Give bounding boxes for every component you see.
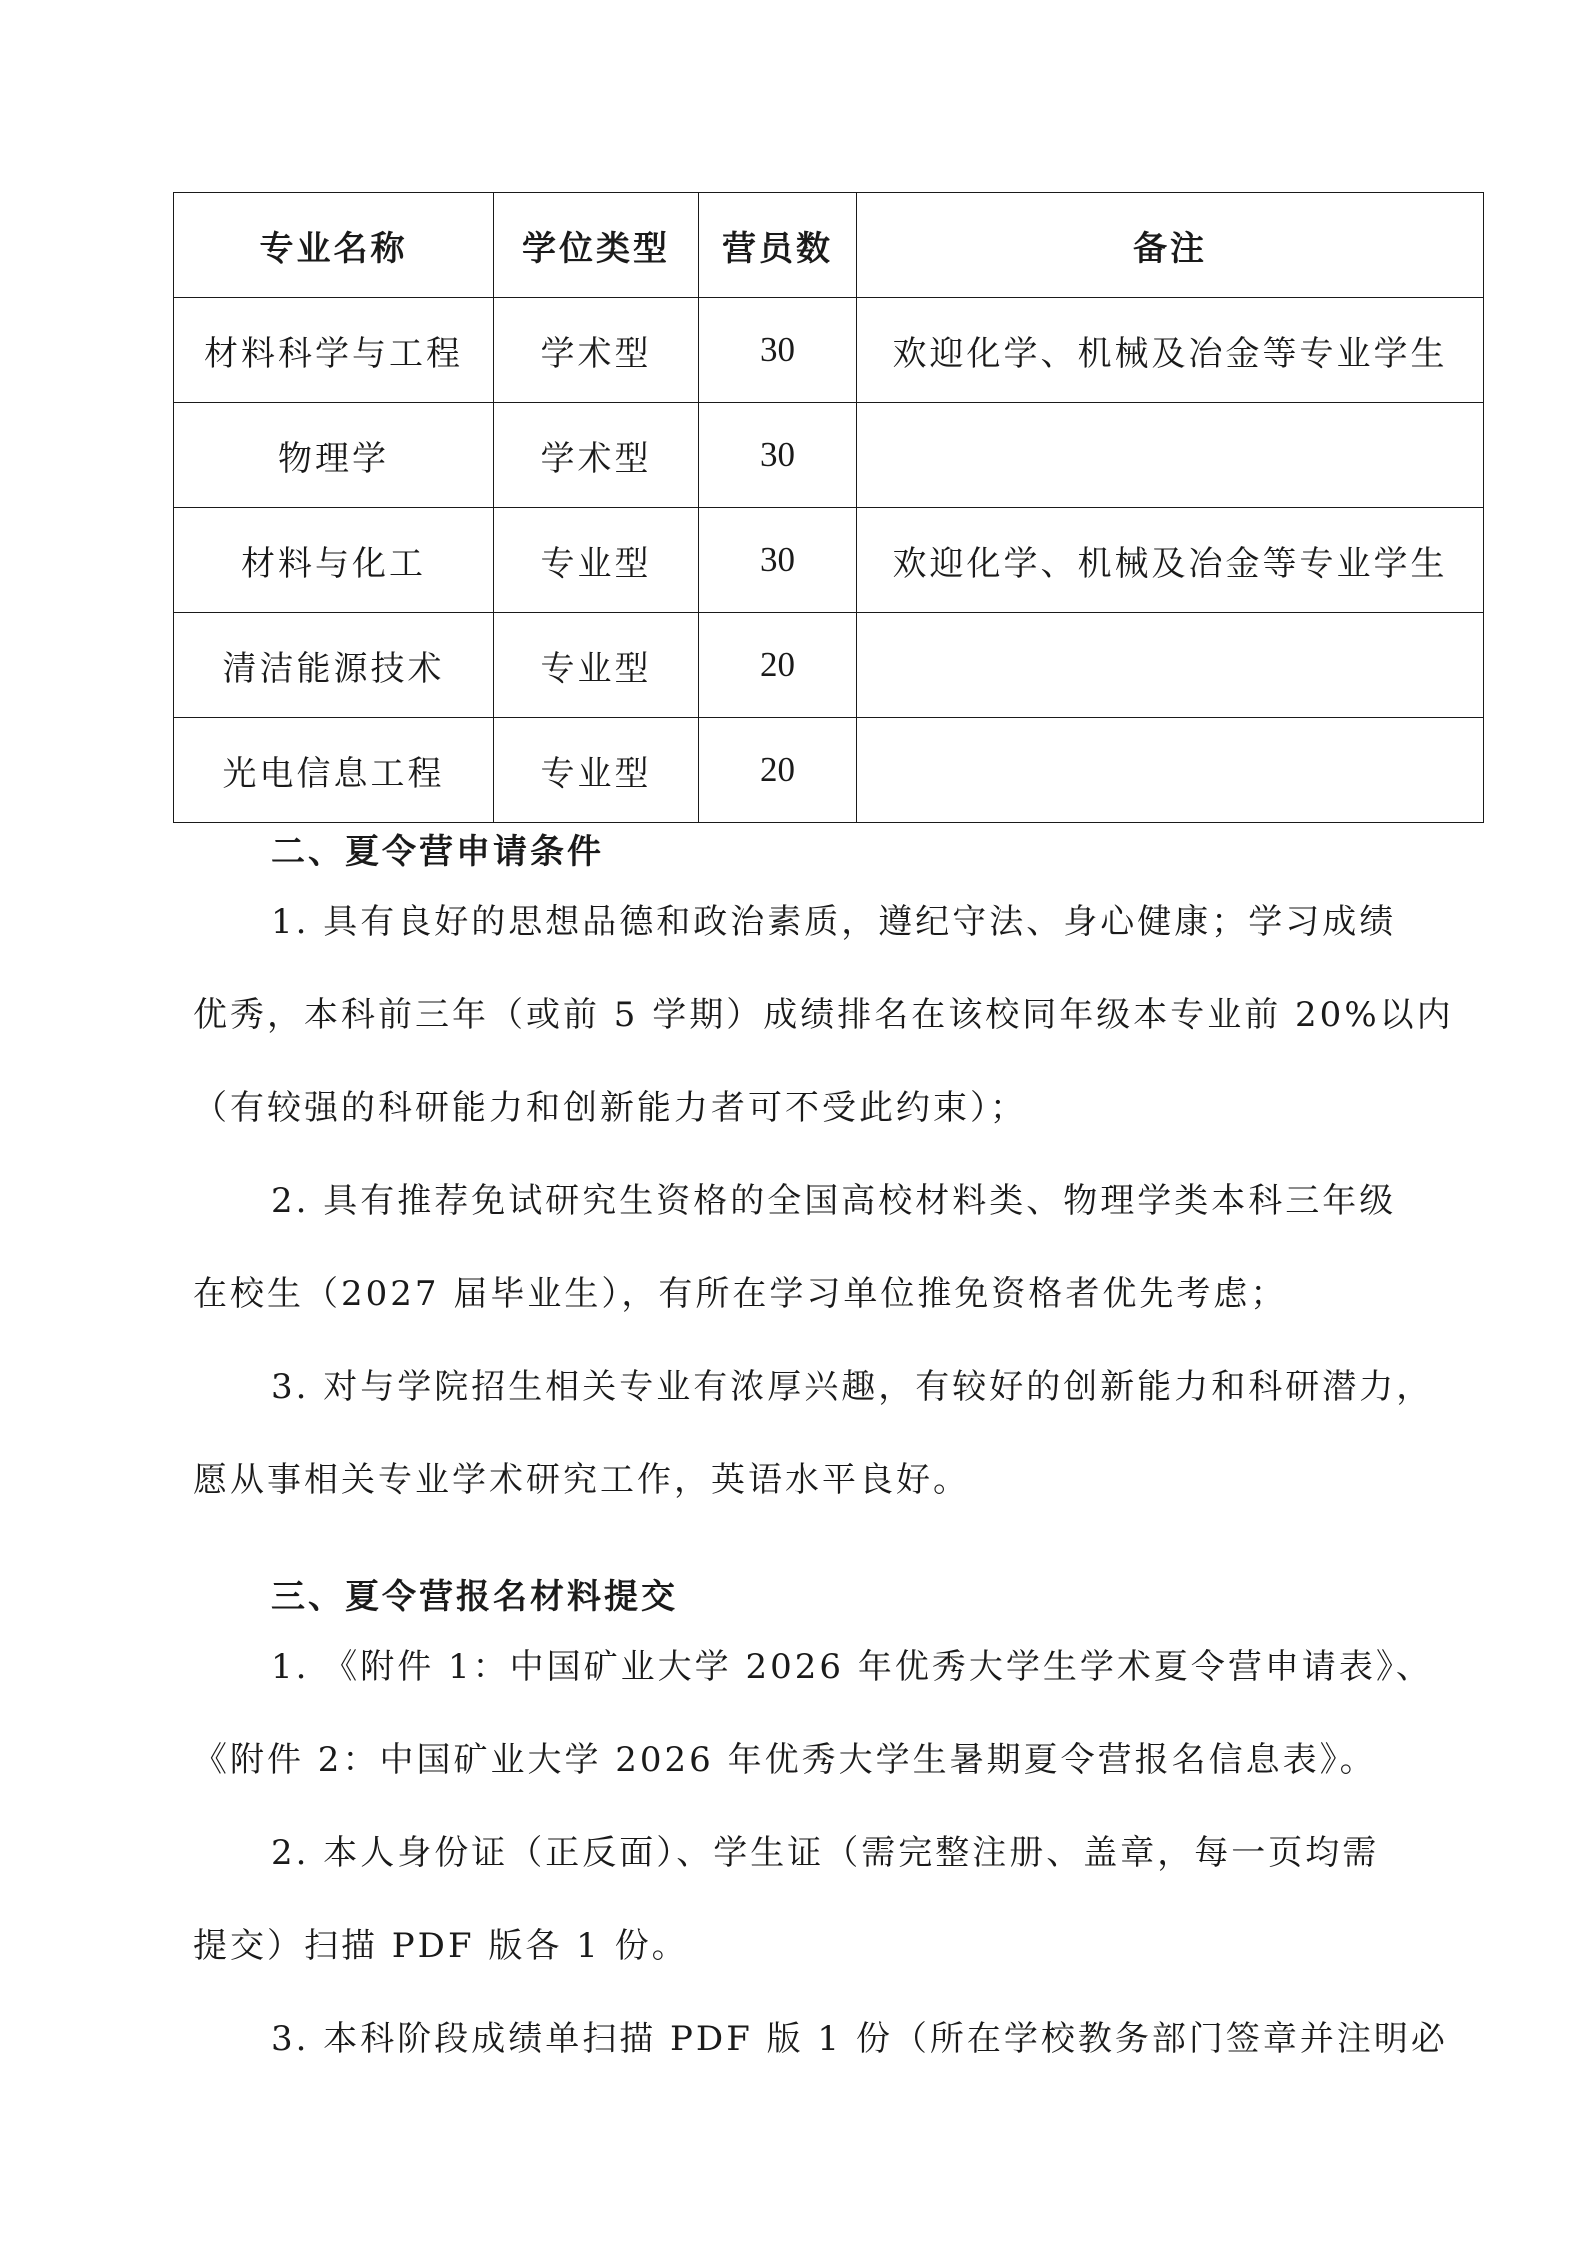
cell-major: 材料与化工	[174, 508, 494, 613]
header-camper-count: 营员数	[699, 193, 857, 298]
cell-major: 物理学	[174, 403, 494, 508]
paragraph-line: 优秀，本科前三年（或前 5 学期）成绩排名在该校同年级本专业前 20%以内	[193, 995, 1454, 1035]
cell-note	[857, 718, 1484, 823]
cell-major: 材料科学与工程	[174, 298, 494, 403]
cell-note	[857, 613, 1484, 718]
paragraph-line: 1. 具有良好的思想品德和政治素质，遵纪守法、身心健康；学习成绩	[271, 902, 1397, 942]
paragraph-line: 《附件 2：中国矿业大学 2026 年优秀大学生暑期夏令营报名信息表》。	[193, 1740, 1377, 1780]
cell-note: 欢迎化学、机械及冶金等专业学生	[857, 298, 1484, 403]
paragraph-line: （有较强的科研能力和创新能力者可不受此约束）；	[193, 1088, 1027, 1128]
cell-count: 20	[699, 613, 857, 718]
cell-major: 光电信息工程	[174, 718, 494, 823]
paragraph-line: 在校生（2027 届毕业生），有所在学习单位推免资格者优先考虑；	[193, 1274, 1288, 1314]
cell-count: 20	[699, 718, 857, 823]
paragraph-line: 3. 对与学院招生相关专业有浓厚兴趣，有较好的创新能力和科研潜力，	[271, 1367, 1434, 1407]
material-item-1	[193, 1647, 1433, 1833]
header-degree-type: 学位类型	[494, 193, 699, 298]
material-item-2	[193, 1833, 1423, 2019]
cell-major: 清洁能源技术	[174, 613, 494, 718]
material-item-3	[193, 2019, 1448, 2112]
paragraph-line: 2. 本人身份证（正反面）、学生证（需完整注册、盖章，每一页均需	[271, 1833, 1380, 1873]
majors-table	[173, 192, 1484, 823]
paragraph-line: 提交）扫描 PDF 版各 1 份。	[193, 1926, 689, 1966]
table-row	[174, 298, 1484, 403]
section-heading-application-conditions: 二、夏令营申请条件	[271, 832, 604, 872]
header-notes: 备注	[857, 193, 1484, 298]
condition-item-2	[193, 1181, 1423, 1367]
condition-item-3	[193, 1367, 1434, 1553]
table-header-row	[174, 193, 1484, 298]
cell-degree: 学术型	[494, 403, 699, 508]
section-heading-materials-submission: 三、夏令营报名材料提交	[271, 1577, 678, 1617]
cell-count: 30	[699, 508, 857, 613]
body-text	[193, 832, 1454, 2112]
paragraph-line: 2. 具有推荐免试研究生资格的全国高校材料类、物理学类本科三年级	[271, 1181, 1397, 1221]
cell-degree: 专业型	[494, 508, 699, 613]
paragraph-line: 1. 《附件 1：中国矿业大学 2026 年优秀大学生学术夏令营申请表》、	[271, 1647, 1433, 1687]
table-row	[174, 718, 1484, 823]
table-row	[174, 508, 1484, 613]
paragraph-line: 3. 本科阶段成绩单扫描 PDF 版 1 份（所在学校教务部门签章并注明必	[271, 2019, 1448, 2059]
cell-degree: 学术型	[494, 298, 699, 403]
condition-item-1	[193, 902, 1454, 1181]
cell-degree: 专业型	[494, 718, 699, 823]
cell-note: 欢迎化学、机械及冶金等专业学生	[857, 508, 1484, 613]
cell-count: 30	[699, 298, 857, 403]
header-major-name: 专业名称	[174, 193, 494, 298]
paragraph-line: 愿从事相关专业学术研究工作，英语水平良好。	[193, 1460, 970, 1500]
cell-note	[857, 403, 1484, 508]
table-row	[174, 403, 1484, 508]
cell-degree: 专业型	[494, 613, 699, 718]
table-row	[174, 613, 1484, 718]
cell-count: 30	[699, 403, 857, 508]
